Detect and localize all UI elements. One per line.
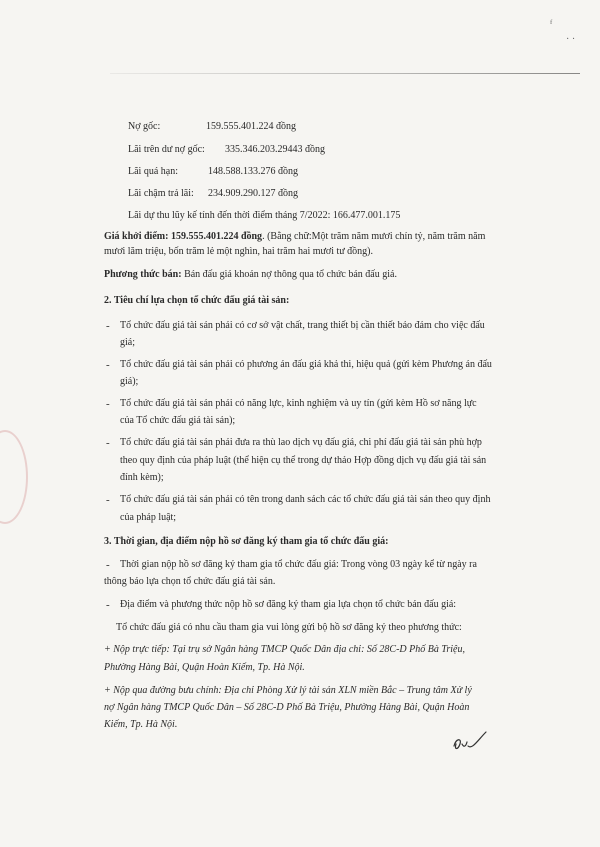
method-line	[104, 269, 397, 281]
bullet: -	[106, 320, 110, 332]
submit-post: + Nộp qua đường bưu chính: Địa chỉ Phòng Xử lý tài sản XLN miền Bắc – Trung tâm Xử lý	[104, 685, 472, 696]
no-goc-label: Nợ gốc:	[128, 121, 161, 132]
lai-cham-tra-label: Lãi chậm trả lãi:	[128, 188, 194, 199]
submission-intro: Tổ chức đấu giá có nhu cầu tham gia vui lòng gửi bộ hồ sơ đăng ký theo phương thức:	[116, 622, 462, 633]
submit-direct: + Nộp trực tiếp: Tại trụ sở Ngân hàng TMCP Quốc Dân địa chỉ: Số 28C-D Phố Bà Triệu,	[104, 644, 465, 655]
lai-qua-han-label: Lãi quá hạn:	[128, 166, 178, 177]
section-3-heading: 3. Thời gian, địa điểm nộp hồ sơ đăng ký tham gia tổ chức đấu giá:	[104, 536, 389, 547]
criteria-4-cont2: đính kèm);	[120, 472, 164, 483]
corner-mark: · ·	[566, 34, 576, 45]
stamp-edge	[0, 430, 28, 524]
criteria-2-cont: giá);	[120, 376, 139, 387]
price-label: Giá khởi điểm:	[104, 231, 169, 242]
lai-qua-han-value: 148.588.133.276 đồng	[208, 166, 298, 177]
price-line	[104, 231, 485, 243]
submit-direct-cont: Phường Hàng Bài, Quận Hoàn Kiếm, Tp. Hà Nội.	[104, 662, 305, 673]
price-words: . (Bằng chữ:Một trăm năm mươi chín tỷ, năm trăm năm	[262, 231, 486, 242]
lai-du-thu: Lãi dự thu lũy kế tính đến thời điểm tháng 7/2022: 166.477.001.175	[128, 210, 401, 221]
signature-initials	[450, 726, 490, 756]
bullet: -	[106, 398, 110, 410]
criteria-2: Tổ chức đấu giá tài sản phải có phương án đấu giá khả thi, hiệu quả (gửi kèm Phương án đấu	[120, 359, 492, 370]
lai-tren-du-no-label: Lãi trên dư nợ gốc:	[128, 144, 205, 155]
criteria-3: Tổ chức đấu giá tài sản phải có năng lực, kinh nghiệm và uy tín (gửi kèm Hồ sơ năng lực	[120, 398, 477, 409]
no-goc-value: 159.555.401.224 đồng	[206, 121, 296, 132]
price-words-cont: mươi lăm triệu, bốn trăm lẻ một nghìn, hai trăm hai mươi tư đồng).	[104, 246, 374, 257]
criteria-4-cont: theo quy định của pháp luật (thể hiện cụ thể trong dự thảo Hợp đồng dịch vụ đấu giá tài sản	[120, 455, 487, 466]
submission-time-cont: thông báo lựa chọn tổ chức đấu giá tài sản.	[104, 576, 276, 587]
header-rule	[110, 73, 580, 74]
submit-post-cont2: Kiếm, Tp. Hà Nội.	[104, 719, 178, 730]
criteria-5-cont: của pháp luật;	[120, 512, 177, 523]
submit-post-cont: nợ Ngân hàng TMCP Quốc Dân – Số 28C-D Phố Bà Triệu, Phường Hàng Bài, Quận Hoàn	[104, 702, 470, 713]
method-label: Phương thức bán:	[104, 269, 182, 280]
criteria-5: Tổ chức đấu giá tài sản phải có tên trong danh sách các tổ chức đấu giá tài sản theo quy định	[120, 494, 491, 505]
price-value: 159.555.401.224 đồng	[170, 231, 263, 242]
submission-time: Thời gian nộp hồ sơ đăng ký tham gia tổ chức đấu giá: Trong vòng 03 ngày kể từ ngày ra	[120, 559, 477, 570]
submission-place: Địa điểm và phương thức nộp hồ sơ đăng ký tham gia lựa chọn tổ chức bán đấu giá:	[120, 599, 457, 610]
lai-cham-tra-value: 234.909.290.127 đồng	[208, 188, 298, 199]
bullet: -	[106, 599, 110, 611]
lai-tren-du-no-value: 335.346.203.29443 đồng	[225, 144, 325, 155]
bullet: -	[106, 559, 110, 571]
method-value: Bán đấu giá khoản nợ thông qua tổ chức bán đấu giá.	[181, 269, 397, 280]
corner-mark: ᶠ	[550, 18, 553, 30]
criteria-1: Tổ chức đấu giá tài sản phải có cơ sở vật chất, trang thiết bị cần thiết bảo đảm cho việc đấu	[120, 320, 485, 331]
criteria-4: Tổ chức đấu giá tài sản phải đưa ra thù lao dịch vụ đấu giá, chi phí đấu giá tài sản phù hợp	[120, 437, 482, 448]
bullet: -	[106, 494, 110, 506]
bullet: -	[106, 437, 110, 449]
section-2-heading: 2. Tiêu chí lựa chọn tổ chức đấu giá tài sản:	[104, 295, 290, 306]
criteria-3-cont: của Tổ chức đấu giá tài sản);	[120, 415, 236, 426]
criteria-1-cont: giá;	[120, 337, 135, 348]
bullet: -	[106, 359, 110, 371]
